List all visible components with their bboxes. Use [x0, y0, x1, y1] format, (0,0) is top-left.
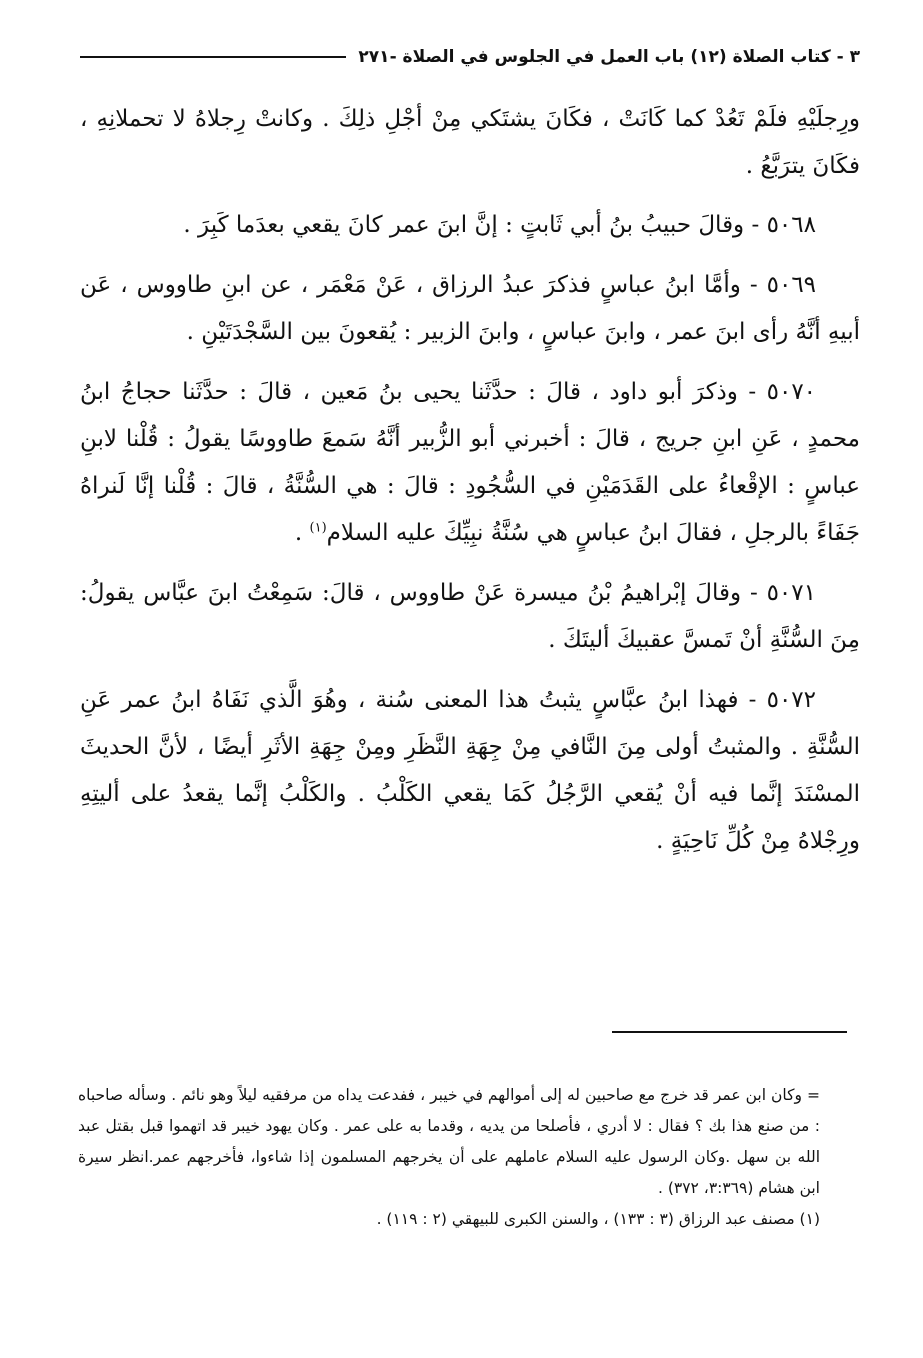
paragraph-5070 [80, 369, 860, 557]
paragraph-continuation [80, 96, 860, 190]
paragraph-separator: - [748, 379, 757, 405]
paragraph-text: وأمَّا ابنُ عباسٍ فذكرَ عبدُ الرزاق ، عَنْ مَعْمَر ، عن ابنِ طاووس ، عَن أبيهِ أنَّهُ رأى ابنَ عمر ، وابنَ عباسٍ ، وابنَ الزبير : يُقعونَ بين السَّجْدَتَيْنِ . [80, 272, 860, 345]
paragraph-separator: - [751, 212, 760, 238]
header-rule [80, 56, 346, 58]
paragraph-number: ٥٠٧٠ [766, 379, 817, 405]
paragraph-separator: - [748, 687, 757, 713]
paragraph-5072 [80, 677, 860, 865]
paragraph-number: ٥٠٧١ [766, 580, 816, 606]
header-title: ٣ - كتاب الصلاة (١٢) باب العمل في الجلوس في الصلاة -٢٧١ [358, 47, 860, 67]
footnote-1: (١) مصنف عبد الرزاق (٣ : ١٣٣) ، والسنن الكبرى للبيهقي (٢ : ١١٩) . [376, 1210, 820, 1228]
footnotes [78, 1080, 820, 1235]
paragraph-number: ٥٠٦٩ [766, 272, 817, 298]
running-header [80, 40, 860, 74]
paragraph-text: وقالَ حبيبُ بنُ أبي ثَابتٍ : إنَّ ابنَ عمر كانَ يقعي بعدَما كَبِرَ . [183, 212, 745, 238]
footnote-continued: = وكان ابن عمر قد خرج مع صاحبين له إلى أموالهم في خيبر ، ففدعت يداه من مرفقيه ليلاً وهو نائم . وسأله صاحباه : من صنع هذا بك ؟ فقال : لا أدري ، فأصلحا من يديه ، وقدما به على عمر . وكان يهود خيبر قد اتهموا قبل بقتل عبد الله بن سهل .وكان الرسول عليه السلام عاملهم على أن يخرجهم المسلمون إذا شاءوا، فأخرجهم عمر.انظر سيرة ابن هشام (٣:٣٦٩، ٣٧٢) . [78, 1086, 820, 1197]
paragraph-5068 [80, 202, 860, 249]
paragraph-5071 [80, 570, 860, 664]
paragraph-separator: - [749, 580, 758, 606]
paragraph-5069 [80, 262, 860, 356]
paragraph-text: وقالَ إبْراهيمُ بْنُ ميسرة عَنْ طاووس ، قالَ: سَمِعْتُ ابنَ عبَّاس يقولُ: مِنَ السُّنَّةِ أنْ تَمسَّ عقبيكَ أليتَكَ . [80, 580, 860, 653]
paragraph-tail: . [294, 520, 310, 546]
paragraph-number: ٥٠٦٨ [766, 212, 816, 238]
footnote-divider [612, 1031, 847, 1033]
paragraph-text: وذكرَ أبو داود ، قالَ : حدَّثَنا يحيى بنُ مَعين ، قالَ : حدَّثَنا حجاجُ ابنُ محمدٍ ، عَنِ ابنِ جريج ، قالَ : أخبرني أبو الزُّبير أنَّهُ سَمعَ طاووسًا يقولُ : قُلْنا لابنِ عباسٍ : الإقْعاءُ على القَدَمَيْنِ في السُّجُودِ : قالَ : هي السُّنَّةُ ، قالَ : قُلْنا إنَّا لَنراهُ جَفَاءً بالرجلِ ، فقالَ ابنُ عباسٍ هي سُنَّةُ نبِيِّكَ عليه السلام [80, 379, 860, 546]
footnote-reference[interactable]: (١) [309, 520, 327, 536]
paragraph-separator: - [749, 272, 758, 298]
paragraph-number: ٥٠٧٢ [766, 687, 817, 713]
paragraph-text: فهذا ابنُ عبَّاسٍ يثبتُ هذا المعنى سُنة ، وهُوَ الَّذي نَفَاهُ ابنُ عمر عَنِ السُّنَّةِ . والمثبتُ أولى مِنَ النَّافي مِنْ جِهَةِ النَّظَرِ ومِنْ جِهَةِ الأثَرِ أيضًا ، لأنَّ الحديثَ المسْنَدَ إنَّما فيه أنْ يُقعي الرَّجُلُ كَمَا يقعي الكَلْبُ . والكَلْبُ إنَّما يقعدُ على أليتِهِ ورِجْلاهُ مِنْ كُلِّ نَاحِيَةٍ . [80, 687, 860, 854]
paragraph-text: ورِجلَيْهِ فلَمْ تَعُدْ كما كَانَتْ ، فكَانَ يشتَكي مِنْ أجْلِ ذلِكَ . وكانتْ رِجلاهُ لا تحملانِهِ ، فكَانَ يترَبَّعُ . [80, 106, 860, 179]
body-text [80, 96, 860, 878]
